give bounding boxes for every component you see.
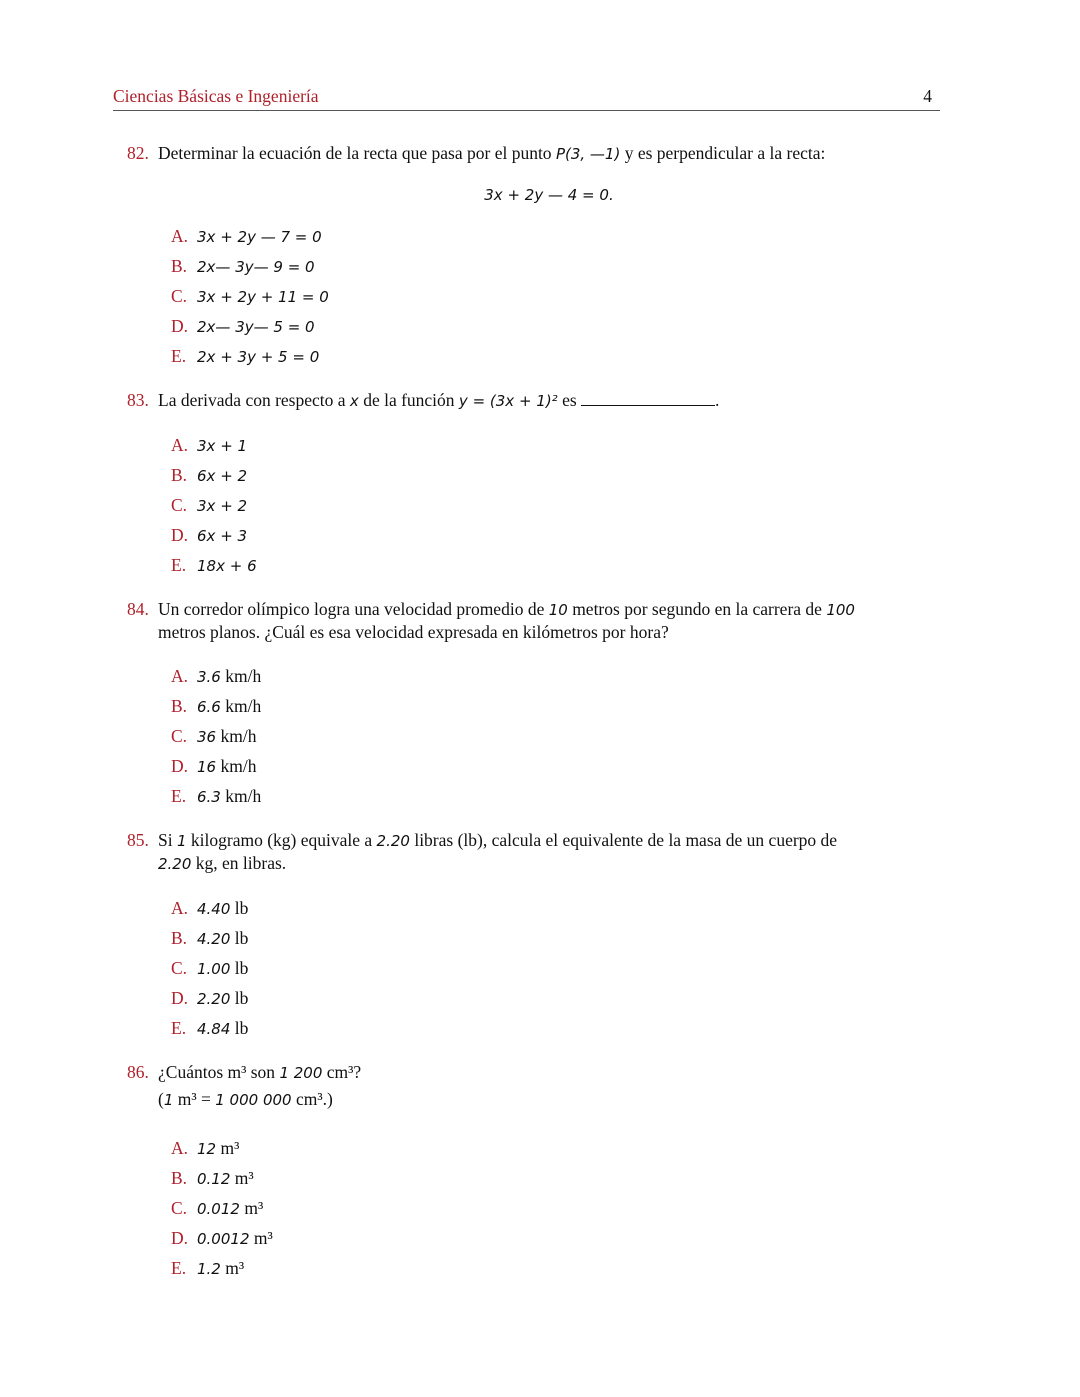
text-segment: km/h [216, 756, 257, 776]
option-label: D. [171, 1228, 189, 1248]
answer-option [171, 221, 940, 251]
text-segment: ( [158, 1089, 164, 1109]
question-82 [127, 142, 940, 371]
math-text: 3.6 [197, 668, 221, 686]
question-text-line [158, 852, 940, 875]
answer-option [171, 311, 940, 341]
option-label: E. [171, 786, 187, 806]
text-segment: metros por segundo en la carrera de [567, 599, 827, 619]
text-segment: m³ [216, 1138, 240, 1158]
answer-option [171, 893, 940, 923]
answer-option [171, 691, 940, 721]
question-number: 82. [127, 143, 149, 163]
answer-option [171, 251, 940, 281]
math-text: 6x + 3 [197, 527, 248, 545]
math-text: 3x + 2y + 11 = 0 [197, 288, 329, 306]
question-85 [127, 829, 940, 1043]
option-label: E. [171, 346, 187, 366]
question-body [158, 389, 940, 580]
answer-blank [581, 391, 715, 406]
answer-options [171, 221, 940, 371]
answer-options [171, 1133, 940, 1283]
math-text: x [349, 392, 359, 410]
answer-option [171, 1133, 940, 1163]
page-number: 4 [923, 86, 932, 106]
question-text-line [158, 621, 940, 643]
option-label: C. [171, 958, 188, 978]
math-text: 18x + 6 [197, 557, 257, 575]
answer-option [171, 1253, 940, 1283]
text-segment: es [557, 390, 582, 410]
option-label: A. [171, 435, 189, 455]
answer-option [171, 1163, 940, 1193]
math-text: y = (3x + 1)² [458, 392, 558, 410]
answer-options [171, 661, 940, 811]
math-text: 3x + 2y — 7 = 0 [197, 228, 322, 246]
question-body [158, 598, 940, 811]
option-label: C. [171, 286, 188, 306]
text-segment: libras (lb), calcula el equivalente de la masa de un cuerpo de [409, 830, 838, 850]
question-number: 83. [127, 390, 149, 410]
question-number: 84. [127, 599, 149, 619]
question-text-line [158, 389, 940, 412]
math-text: 4.84 [197, 1020, 231, 1038]
option-label: B. [171, 928, 188, 948]
math-text: 100 [826, 601, 855, 619]
answer-option [171, 550, 940, 580]
text-segment: cm³.) [291, 1089, 333, 1109]
question-text-line [158, 1061, 940, 1084]
option-label: A. [171, 666, 189, 686]
option-label: D. [171, 756, 189, 776]
question-text-line [158, 1084, 940, 1115]
answer-option [171, 661, 940, 691]
text-segment: m³ [220, 1258, 245, 1278]
text-segment: lb [230, 928, 249, 948]
math-text: 1 000 000 [215, 1091, 292, 1109]
question-text-line [158, 829, 940, 852]
math-text: 1 200 [279, 1064, 323, 1082]
question-body [158, 829, 940, 1043]
option-label: D. [171, 988, 189, 1008]
math-text: 2x— 3y— 9 = 0 [197, 258, 315, 276]
math-text: 1 [176, 832, 187, 850]
answer-option [171, 953, 940, 983]
answer-option [171, 430, 940, 460]
answer-option [171, 1013, 940, 1043]
text-segment: kilogramo (kg) equivale a [186, 830, 377, 850]
math-text: 6x + 2 [197, 467, 248, 485]
option-label: C. [171, 495, 188, 515]
math-text: 1 [163, 1091, 174, 1109]
question-body [158, 1061, 940, 1283]
text-segment: . [715, 390, 720, 410]
answer-option [171, 341, 940, 371]
text-segment: lb [230, 988, 249, 1008]
question-84 [127, 598, 940, 811]
option-label: C. [171, 726, 188, 746]
option-label: B. [171, 696, 188, 716]
answer-option [171, 1193, 940, 1223]
option-label: C. [171, 1198, 188, 1218]
option-label: E. [171, 1018, 187, 1038]
math-text: 3x + 1 [197, 437, 248, 455]
text-segment: metros planos. ¿Cuál es esa velocidad expresada en kilómetros por hora? [158, 622, 669, 642]
math-text: 0.12 [197, 1170, 231, 1188]
math-text: 6.3 [197, 788, 221, 806]
answer-options [171, 893, 940, 1043]
answer-option [171, 281, 940, 311]
option-label: D. [171, 316, 189, 336]
answer-option [171, 923, 940, 953]
math-text: 12 [197, 1140, 217, 1158]
text-segment: m³ = [173, 1089, 216, 1109]
answer-option [171, 721, 940, 751]
math-text: 3x + 2 [197, 497, 248, 515]
math-text: 2x + 3y + 5 = 0 [197, 348, 320, 366]
answer-option [171, 520, 940, 550]
question-text-line [158, 142, 940, 165]
question-86 [127, 1061, 940, 1283]
text-segment: m³ [230, 1168, 254, 1188]
text-segment: Determinar la ecuación de la recta que pasa por el punto [158, 143, 556, 163]
display-equation [158, 179, 940, 210]
text-segment: La derivada con respecto a [158, 390, 350, 410]
text-segment: lb [230, 1018, 249, 1038]
math-text: 10 [548, 601, 568, 619]
math-text: 4.20 [197, 930, 231, 948]
math-text: 16 [197, 758, 217, 776]
option-label: A. [171, 1138, 189, 1158]
option-label: A. [171, 898, 189, 918]
text-segment: cm³? [322, 1062, 362, 1082]
option-label: B. [171, 1168, 188, 1188]
math-text: 6.6 [197, 698, 221, 716]
text-segment: km/h [220, 786, 262, 806]
option-label: A. [171, 226, 189, 246]
math-text: 4.40 [197, 900, 231, 918]
text-segment: lb [230, 958, 249, 978]
page-header [113, 86, 940, 111]
answer-option [171, 983, 940, 1013]
math-text: 2x— 3y— 5 = 0 [197, 318, 315, 336]
text-segment: km/h [220, 666, 262, 686]
text-segment: m³ [249, 1228, 273, 1248]
text-segment: Si [158, 830, 177, 850]
option-label: E. [171, 555, 187, 575]
text-segment: ¿Cuántos m³ son [158, 1062, 280, 1082]
question-body [158, 142, 940, 371]
option-label: D. [171, 525, 189, 545]
question-number: 85. [127, 830, 149, 850]
text-segment: Un corredor olímpico logra una velocidad promedio de [158, 599, 549, 619]
math-text: 2.20 [376, 832, 410, 850]
text-segment: kg, en libras. [191, 853, 287, 873]
text-segment: y es perpendicular a la recta: [620, 143, 826, 163]
option-label: B. [171, 256, 188, 276]
math-text: P(3, —1) [555, 145, 621, 163]
answer-option [171, 781, 940, 811]
math-text: 1.00 [197, 960, 231, 978]
answer-option [171, 751, 940, 781]
math-text: 2.20 [197, 990, 231, 1008]
answer-option [171, 460, 940, 490]
question-number: 86. [127, 1062, 149, 1082]
question-83 [127, 389, 940, 580]
answer-options [171, 430, 940, 580]
math-text: 0.0012 [197, 1230, 250, 1248]
math-text: 2.20 [158, 855, 192, 873]
math-text: 0.012 [197, 1200, 240, 1218]
header-title: Ciencias Básicas e Ingeniería [113, 86, 319, 106]
text-segment: lb [230, 898, 249, 918]
text-segment: km/h [220, 696, 262, 716]
math-text: 36 [197, 728, 217, 746]
text-segment: de la función [358, 390, 459, 410]
option-label: B. [171, 465, 188, 485]
question-text-line [158, 598, 940, 621]
answer-option [171, 1223, 940, 1253]
equation-text: 3x + 2y — 4 = 0. [484, 186, 614, 204]
text-segment: km/h [216, 726, 257, 746]
text-segment: m³ [239, 1198, 264, 1218]
answer-option [171, 490, 940, 520]
option-label: E. [171, 1258, 187, 1278]
math-text: 1.2 [197, 1260, 221, 1278]
question-list [127, 142, 940, 1283]
